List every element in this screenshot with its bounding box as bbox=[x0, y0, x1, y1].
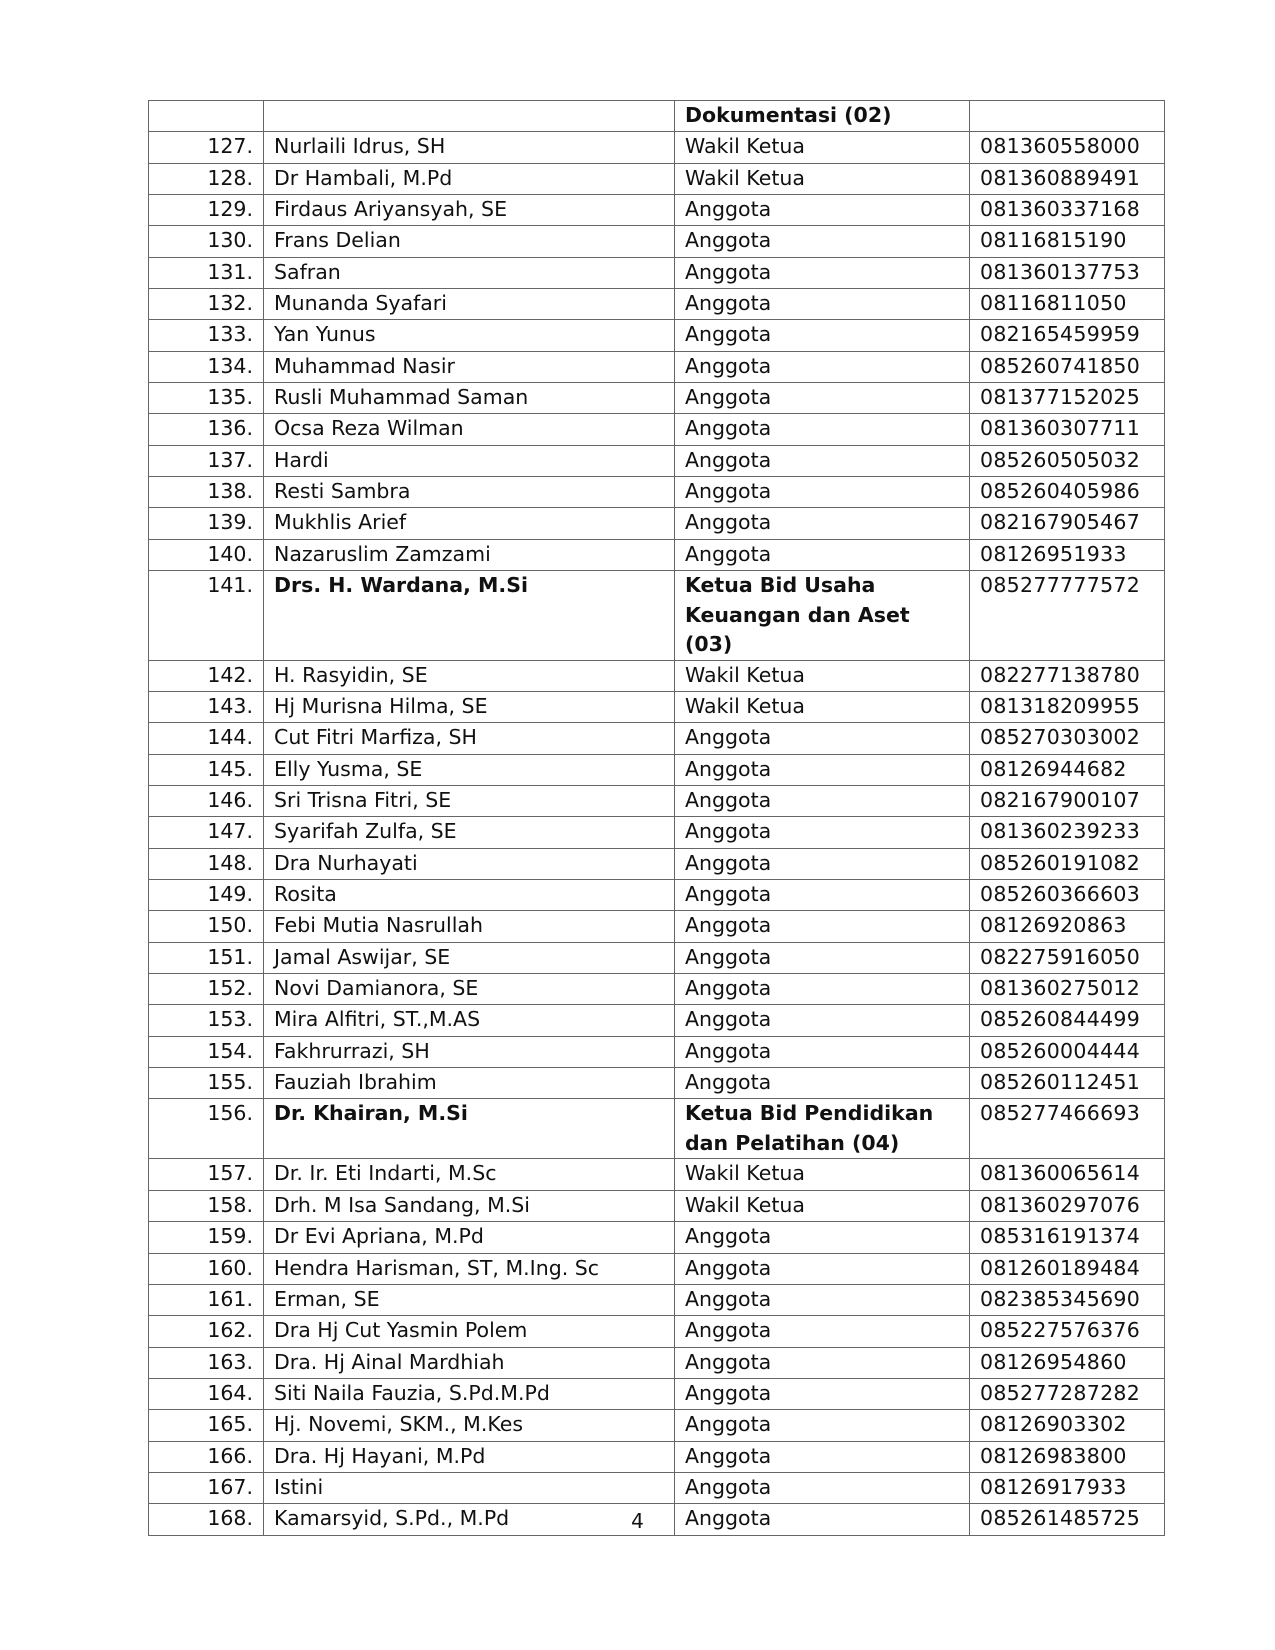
cell-number: 160. bbox=[149, 1253, 264, 1284]
table-row bbox=[149, 723, 1165, 754]
cell-number: 145. bbox=[149, 754, 264, 785]
table-row bbox=[149, 1253, 1165, 1284]
page-number: 4 bbox=[631, 1509, 644, 1533]
table-row bbox=[149, 289, 1165, 320]
table-row bbox=[149, 1190, 1165, 1221]
table-row bbox=[149, 1036, 1165, 1067]
cell-position: Anggota bbox=[675, 383, 970, 414]
cell-phone: 085277466693 bbox=[970, 1099, 1165, 1159]
cell-name: Muhammad Nasir bbox=[264, 351, 675, 382]
cell-name: Siti Naila Fauzia, S.Pd.M.Pd bbox=[264, 1378, 675, 1409]
cell-position: Anggota bbox=[675, 754, 970, 785]
cell-phone: 081318209955 bbox=[970, 692, 1165, 723]
cell-number: 129. bbox=[149, 195, 264, 226]
cell-name: Jamal Aswijar, SE bbox=[264, 942, 675, 973]
cell-position: Anggota bbox=[675, 477, 970, 508]
cell-position: Ketua Bid Usaha Keuangan dan Aset (03) bbox=[675, 571, 970, 661]
table-row bbox=[149, 1441, 1165, 1472]
cell-position: Anggota bbox=[675, 848, 970, 879]
cell-number bbox=[149, 101, 264, 132]
cell-number: 157. bbox=[149, 1159, 264, 1190]
cell-number: 127. bbox=[149, 132, 264, 163]
cell-name: Munanda Syafari bbox=[264, 289, 675, 320]
cell-name: Sri Trisna Fitri, SE bbox=[264, 786, 675, 817]
cell-position: Anggota bbox=[675, 1316, 970, 1347]
cell-position: Anggota bbox=[675, 1253, 970, 1284]
cell-position: Anggota bbox=[675, 1378, 970, 1409]
cell-name: Kamarsyid, S.Pd., M.Pd bbox=[264, 1504, 675, 1535]
cell-position: Anggota bbox=[675, 195, 970, 226]
cell-number: 150. bbox=[149, 911, 264, 942]
cell-number: 161. bbox=[149, 1284, 264, 1315]
cell-phone: 082385345690 bbox=[970, 1284, 1165, 1315]
cell-name: Hardi bbox=[264, 445, 675, 476]
table-row bbox=[149, 414, 1165, 445]
cell-number: 153. bbox=[149, 1005, 264, 1036]
cell-phone: 082167900107 bbox=[970, 786, 1165, 817]
cell-phone: 085260191082 bbox=[970, 848, 1165, 879]
cell-phone: 08126917933 bbox=[970, 1472, 1165, 1503]
cell-number: 155. bbox=[149, 1068, 264, 1099]
cell-name: Nazaruslim Zamzami bbox=[264, 539, 675, 570]
cell-position: Anggota bbox=[675, 942, 970, 973]
cell-phone: 081360337168 bbox=[970, 195, 1165, 226]
member-table-body bbox=[149, 101, 1165, 1536]
table-row bbox=[149, 1378, 1165, 1409]
cell-position: Wakil Ketua bbox=[675, 1190, 970, 1221]
cell-number: 128. bbox=[149, 163, 264, 194]
cell-position: Anggota bbox=[675, 911, 970, 942]
cell-number: 137. bbox=[149, 445, 264, 476]
cell-name: Dr Evi Apriana, M.Pd bbox=[264, 1222, 675, 1253]
cell-name: Dra. Hj Ainal Mardhiah bbox=[264, 1347, 675, 1378]
cell-number: 148. bbox=[149, 848, 264, 879]
table-row bbox=[149, 571, 1165, 661]
cell-name: Rosita bbox=[264, 880, 675, 911]
cell-phone: 08126920863 bbox=[970, 911, 1165, 942]
cell-name: Safran bbox=[264, 257, 675, 288]
cell-phone: 08116811050 bbox=[970, 289, 1165, 320]
cell-phone: 081360297076 bbox=[970, 1190, 1165, 1221]
table-row bbox=[149, 351, 1165, 382]
cell-number: 168. bbox=[149, 1504, 264, 1535]
table-row bbox=[149, 1472, 1165, 1503]
cell-phone: 081360275012 bbox=[970, 974, 1165, 1005]
cell-position: Anggota bbox=[675, 786, 970, 817]
cell-position: Wakil Ketua bbox=[675, 692, 970, 723]
table-row bbox=[149, 1316, 1165, 1347]
cell-name: H. Rasyidin, SE bbox=[264, 660, 675, 691]
table-row bbox=[149, 911, 1165, 942]
cell-phone: 085227576376 bbox=[970, 1316, 1165, 1347]
cell-phone: 082167905467 bbox=[970, 508, 1165, 539]
cell-number: 131. bbox=[149, 257, 264, 288]
cell-phone: 085316191374 bbox=[970, 1222, 1165, 1253]
table-row bbox=[149, 163, 1165, 194]
table-row bbox=[149, 817, 1165, 848]
cell-position: Anggota bbox=[675, 723, 970, 754]
table-row bbox=[149, 848, 1165, 879]
table-row bbox=[149, 786, 1165, 817]
table-row bbox=[149, 320, 1165, 351]
cell-name: Drs. H. Wardana, M.Si bbox=[264, 571, 675, 661]
cell-name: Dr. Khairan, M.Si bbox=[264, 1099, 675, 1159]
cell-number: 164. bbox=[149, 1378, 264, 1409]
cell-position: Anggota bbox=[675, 1005, 970, 1036]
cell-phone: 081360137753 bbox=[970, 257, 1165, 288]
cell-phone: 085260741850 bbox=[970, 351, 1165, 382]
cell-name: Hj Murisna Hilma, SE bbox=[264, 692, 675, 723]
cell-phone: 085261485725 bbox=[970, 1504, 1165, 1535]
cell-position: Anggota bbox=[675, 508, 970, 539]
cell-position: Anggota bbox=[675, 320, 970, 351]
cell-number: 167. bbox=[149, 1472, 264, 1503]
table-row bbox=[149, 477, 1165, 508]
table-row bbox=[149, 692, 1165, 723]
cell-phone bbox=[970, 101, 1165, 132]
cell-name: Ocsa Reza Wilman bbox=[264, 414, 675, 445]
cell-position: Anggota bbox=[675, 1347, 970, 1378]
cell-number: 165. bbox=[149, 1410, 264, 1441]
cell-name: Hendra Harisman, ST, M.Ing. Sc bbox=[264, 1253, 675, 1284]
cell-name: Hj. Novemi, SKM., M.Kes bbox=[264, 1410, 675, 1441]
cell-phone: 081360558000 bbox=[970, 132, 1165, 163]
cell-position: Anggota bbox=[675, 351, 970, 382]
table-row bbox=[149, 257, 1165, 288]
cell-number: 159. bbox=[149, 1222, 264, 1253]
cell-name: Dr. Ir. Eti Indarti, M.Sc bbox=[264, 1159, 675, 1190]
cell-position: Anggota bbox=[675, 539, 970, 570]
cell-name: Istini bbox=[264, 1472, 675, 1503]
cell-name: Novi Damianora, SE bbox=[264, 974, 675, 1005]
cell-name: Elly Yusma, SE bbox=[264, 754, 675, 785]
cell-phone: 085277287282 bbox=[970, 1378, 1165, 1409]
cell-phone: 085270303002 bbox=[970, 723, 1165, 754]
cell-number: 166. bbox=[149, 1441, 264, 1472]
cell-name: Mukhlis Arief bbox=[264, 508, 675, 539]
table-row bbox=[149, 1005, 1165, 1036]
cell-position: Wakil Ketua bbox=[675, 163, 970, 194]
cell-position: Anggota bbox=[675, 817, 970, 848]
cell-number: 147. bbox=[149, 817, 264, 848]
cell-position: Anggota bbox=[675, 974, 970, 1005]
cell-phone: 08116815190 bbox=[970, 226, 1165, 257]
cell-name: Mira Alfitri, ST.,M.AS bbox=[264, 1005, 675, 1036]
cell-name: Erman, SE bbox=[264, 1284, 675, 1315]
cell-number: 149. bbox=[149, 880, 264, 911]
cell-phone: 085260505032 bbox=[970, 445, 1165, 476]
cell-phone: 081360307711 bbox=[970, 414, 1165, 445]
cell-position: Wakil Ketua bbox=[675, 132, 970, 163]
cell-position: Anggota bbox=[675, 1284, 970, 1315]
cell-position: Anggota bbox=[675, 1410, 970, 1441]
cell-number: 142. bbox=[149, 660, 264, 691]
cell-phone: 085260844499 bbox=[970, 1005, 1165, 1036]
cell-position: Anggota bbox=[675, 1441, 970, 1472]
cell-position: Anggota bbox=[675, 880, 970, 911]
table-row bbox=[149, 754, 1165, 785]
cell-name: Cut Fitri Marfiza, SH bbox=[264, 723, 675, 754]
cell-number: 163. bbox=[149, 1347, 264, 1378]
cell-number: 146. bbox=[149, 786, 264, 817]
cell-name: Firdaus Ariyansyah, SE bbox=[264, 195, 675, 226]
cell-name bbox=[264, 101, 675, 132]
cell-phone: 08126983800 bbox=[970, 1441, 1165, 1472]
cell-number: 138. bbox=[149, 477, 264, 508]
table-row bbox=[149, 539, 1165, 570]
cell-number: 133. bbox=[149, 320, 264, 351]
cell-name: Rusli Muhammad Saman bbox=[264, 383, 675, 414]
cell-number: 140. bbox=[149, 539, 264, 570]
cell-name: Fakhrurrazi, SH bbox=[264, 1036, 675, 1067]
cell-number: 134. bbox=[149, 351, 264, 382]
table-row bbox=[149, 660, 1165, 691]
table-row bbox=[149, 1159, 1165, 1190]
cell-number: 135. bbox=[149, 383, 264, 414]
cell-name: Frans Delian bbox=[264, 226, 675, 257]
cell-phone: 081260189484 bbox=[970, 1253, 1165, 1284]
cell-position: Wakil Ketua bbox=[675, 660, 970, 691]
cell-number: 136. bbox=[149, 414, 264, 445]
cell-number: 158. bbox=[149, 1190, 264, 1221]
table-row bbox=[149, 880, 1165, 911]
cell-number: 144. bbox=[149, 723, 264, 754]
table-row bbox=[149, 445, 1165, 476]
cell-position: Anggota bbox=[675, 226, 970, 257]
cell-number: 141. bbox=[149, 571, 264, 661]
cell-phone: 085260004444 bbox=[970, 1036, 1165, 1067]
cell-phone: 082277138780 bbox=[970, 660, 1165, 691]
cell-phone: 081377152025 bbox=[970, 383, 1165, 414]
table-row bbox=[149, 1068, 1165, 1099]
cell-phone: 085260366603 bbox=[970, 880, 1165, 911]
cell-number: 132. bbox=[149, 289, 264, 320]
cell-phone: 08126951933 bbox=[970, 539, 1165, 570]
cell-phone: 08126944682 bbox=[970, 754, 1165, 785]
cell-name: Nurlaili Idrus, SH bbox=[264, 132, 675, 163]
member-table bbox=[148, 100, 1165, 1536]
cell-position: Wakil Ketua bbox=[675, 1159, 970, 1190]
cell-number: 156. bbox=[149, 1099, 264, 1159]
table-row bbox=[149, 942, 1165, 973]
cell-name: Dra Hj Cut Yasmin Polem bbox=[264, 1316, 675, 1347]
table-row bbox=[149, 508, 1165, 539]
table-row bbox=[149, 1347, 1165, 1378]
cell-name: Syarifah Zulfa, SE bbox=[264, 817, 675, 848]
table-row bbox=[149, 132, 1165, 163]
cell-position: Anggota bbox=[675, 1036, 970, 1067]
cell-number: 139. bbox=[149, 508, 264, 539]
cell-position: Anggota bbox=[675, 257, 970, 288]
cell-name: Dra. Hj Hayani, M.Pd bbox=[264, 1441, 675, 1472]
cell-number: 151. bbox=[149, 942, 264, 973]
cell-position: Anggota bbox=[675, 1068, 970, 1099]
cell-phone: 085277777572 bbox=[970, 571, 1165, 661]
cell-position: Anggota bbox=[675, 445, 970, 476]
cell-number: 162. bbox=[149, 1316, 264, 1347]
cell-number: 152. bbox=[149, 974, 264, 1005]
cell-name: Dr Hambali, M.Pd bbox=[264, 163, 675, 194]
table-row bbox=[149, 1410, 1165, 1441]
cell-phone: 081360239233 bbox=[970, 817, 1165, 848]
cell-name: Resti Sambra bbox=[264, 477, 675, 508]
table-row bbox=[149, 1284, 1165, 1315]
cell-phone: 085260405986 bbox=[970, 477, 1165, 508]
table-row bbox=[149, 195, 1165, 226]
table-row bbox=[149, 1222, 1165, 1253]
cell-phone: 081360065614 bbox=[970, 1159, 1165, 1190]
cell-phone: 082165459959 bbox=[970, 320, 1165, 351]
cell-position: Ketua Bid Pendidikan dan Pelatihan (04) bbox=[675, 1099, 970, 1159]
cell-name: Yan Yunus bbox=[264, 320, 675, 351]
cell-position: Anggota bbox=[675, 414, 970, 445]
cell-name: Drh. M Isa Sandang, M.Si bbox=[264, 1190, 675, 1221]
table-row bbox=[149, 974, 1165, 1005]
cell-position: Anggota bbox=[675, 1504, 970, 1535]
cell-number: 154. bbox=[149, 1036, 264, 1067]
cell-position: Dokumentasi (02) bbox=[675, 101, 970, 132]
cell-position: Anggota bbox=[675, 1222, 970, 1253]
cell-number: 130. bbox=[149, 226, 264, 257]
table-row bbox=[149, 226, 1165, 257]
cell-name: Dra Nurhayati bbox=[264, 848, 675, 879]
table-row bbox=[149, 101, 1165, 132]
cell-phone: 081360889491 bbox=[970, 163, 1165, 194]
cell-phone: 082275916050 bbox=[970, 942, 1165, 973]
cell-phone: 085260112451 bbox=[970, 1068, 1165, 1099]
cell-phone: 08126954860 bbox=[970, 1347, 1165, 1378]
table-row bbox=[149, 1099, 1165, 1159]
cell-name: Fauziah Ibrahim bbox=[264, 1068, 675, 1099]
table-row bbox=[149, 383, 1165, 414]
cell-position: Anggota bbox=[675, 289, 970, 320]
cell-number: 143. bbox=[149, 692, 264, 723]
cell-phone: 08126903302 bbox=[970, 1410, 1165, 1441]
cell-position: Anggota bbox=[675, 1472, 970, 1503]
cell-name: Febi Mutia Nasrullah bbox=[264, 911, 675, 942]
